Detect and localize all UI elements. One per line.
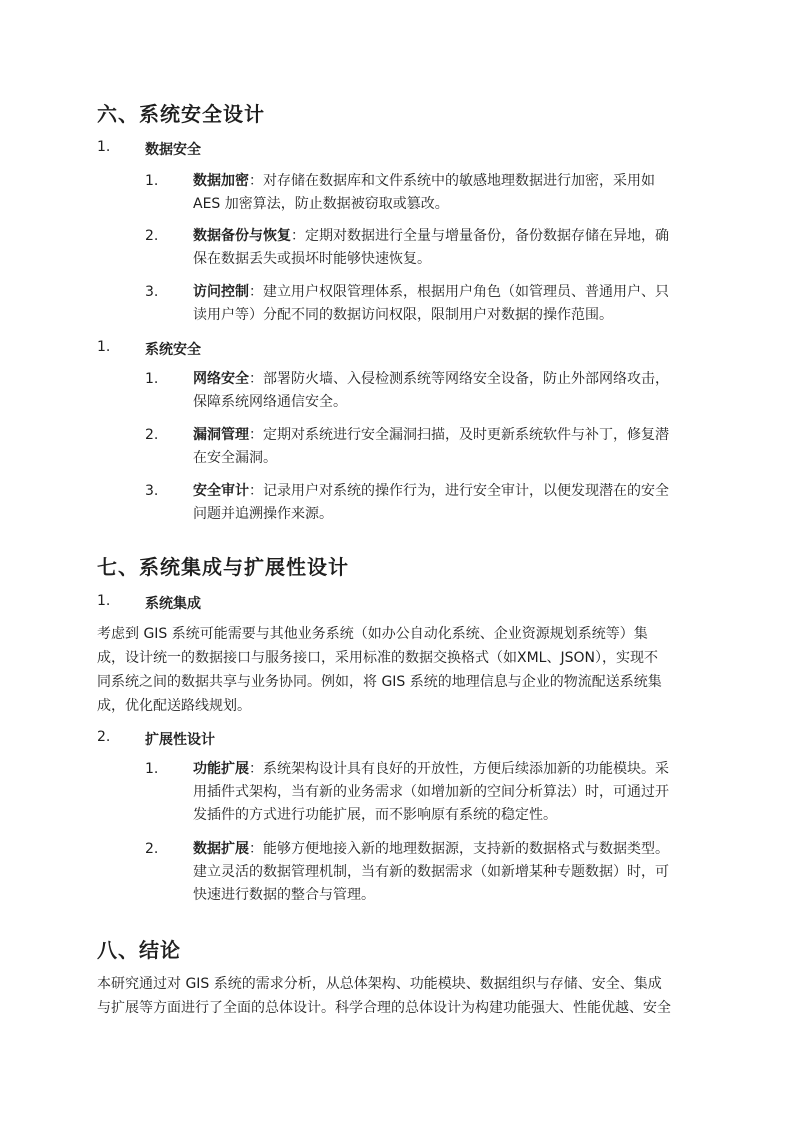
item-text-line: 在安全漏洞。 (193, 450, 277, 466)
item-text-line: 能够方便地接入新的地理数据源，支持新的数据格式与数据类型。 (263, 841, 669, 857)
term-label: 网络安全 (193, 371, 249, 387)
term-label: 功能扩展 (193, 761, 249, 777)
section-heading-integration: 七、系统集成与扩展性设计 (97, 555, 349, 579)
list-number: 1. (145, 371, 159, 387)
item-text-line: 快速进行数据的整合与管理。 (193, 887, 375, 903)
section-heading-conclusion: 八、结论 (97, 938, 181, 962)
list-number: 2. (97, 729, 111, 745)
integration-paragraph (97, 622, 701, 718)
list-number: 3. (145, 284, 159, 300)
paragraph-line: 成，优化配送路线规划。 (97, 698, 251, 714)
list-number: 1. (97, 139, 111, 155)
item-text-line: 建立灵活的数据管理机制，当有新的数据需求（如新增某种专题数据）时，可 (193, 864, 669, 880)
conclusion-paragraph (97, 972, 701, 1020)
subheading-text: 扩展性设计 (145, 732, 215, 748)
term-separator: ： (291, 228, 305, 244)
item-text-line: 记录用户对系统的操作行为，进行安全审计，以便发现潜在的安全 (263, 483, 669, 499)
term-label: 安全审计 (193, 483, 249, 499)
item-text-line: 建立用户权限管理体系，根据用户角色（如管理员、普通用户、只 (263, 284, 669, 300)
subheading-text: 数据安全 (145, 142, 201, 158)
list-number: 2. (145, 228, 159, 244)
term-separator: ： (249, 427, 263, 443)
list-number: 2. (145, 427, 159, 443)
term-separator: ： (249, 841, 263, 857)
term-label: 漏洞管理 (193, 427, 249, 443)
term-label: 数据加密 (193, 173, 249, 189)
list-number: 1. (145, 761, 159, 777)
paragraph-line: 成，设计统一的数据接口与服务接口，采用标准的数据交换格式（如XML、JSON），实现不 (97, 650, 658, 666)
list-number: 3. (145, 483, 159, 499)
list-number: 1. (145, 173, 159, 189)
subheading-text: 系统安全 (145, 342, 201, 358)
term-label: 数据备份与恢复 (193, 228, 291, 244)
term-label: 数据扩展 (193, 841, 249, 857)
list-number: 1. (97, 339, 111, 355)
item-text-line: 定期对系统进行安全漏洞扫描，及时更新系统软件与补丁，修复潜 (263, 427, 669, 443)
item-text-line: 发插件的方式进行功能扩展，而不影响原有系统的稳定性。 (193, 807, 557, 823)
item-text-line: 问题并追溯操作来源。 (193, 506, 333, 522)
item-text-line: AES 加密算法，防止数据被窃取或篡改。 (193, 196, 449, 212)
item-text-line: 保障系统网络通信安全。 (193, 394, 347, 410)
term-separator: ： (249, 173, 263, 189)
item-text-line: 用插件式架构，当有新的业务需求（如增加新的空间分析算法）时，可通过开 (193, 784, 669, 800)
item-text-line: 对存储在数据库和文件系统中的敏感地理数据进行加密，采用如 (263, 173, 655, 189)
subheading-text: 系统集成 (145, 596, 201, 612)
item-text-line: 读用户等）分配不同的数据访问权限，限制用户对数据的操作范围。 (193, 307, 613, 323)
item-text-line: 保在数据丢失或损坏时能够快速恢复。 (193, 251, 431, 267)
item-text-line: 部署防火墙、入侵检测系统等网络安全设备，防止外部网络攻击， (263, 371, 669, 387)
term-label: 访问控制 (193, 284, 249, 300)
paragraph-line: 同系统之间的数据共享与业务协同。例如，将 GIS 系统的地理信息与企业的物流配送系统集 (97, 674, 662, 690)
paragraph-line: 与扩展等方面进行了全面的总体设计。科学合理的总体设计为构建功能强大、性能优越、安全 (97, 1000, 671, 1016)
section-heading-security: 六、系统安全设计 (97, 102, 265, 126)
term-separator: ： (249, 371, 263, 387)
item-text-line: 系统架构设计具有良好的开放性，方便后续添加新的功能模块。采 (263, 761, 669, 777)
paragraph-line: 考虑到 GIS 系统可能需要与其他业务系统（如办公自动化系统、企业资源规划系统等）集 (97, 626, 648, 642)
term-separator: ： (249, 761, 263, 777)
item-text-line: 定期对数据进行全量与增量备份，备份数据存储在异地，确 (305, 228, 669, 244)
list-number: 2. (145, 841, 159, 857)
paragraph-line: 本研究通过对 GIS 系统的需求分析，从总体架构、功能模块、数据组织与存储、安全、集成 (97, 976, 662, 992)
term-separator: ： (249, 284, 263, 300)
list-number: 1. (97, 593, 111, 609)
term-separator: ： (249, 483, 263, 499)
